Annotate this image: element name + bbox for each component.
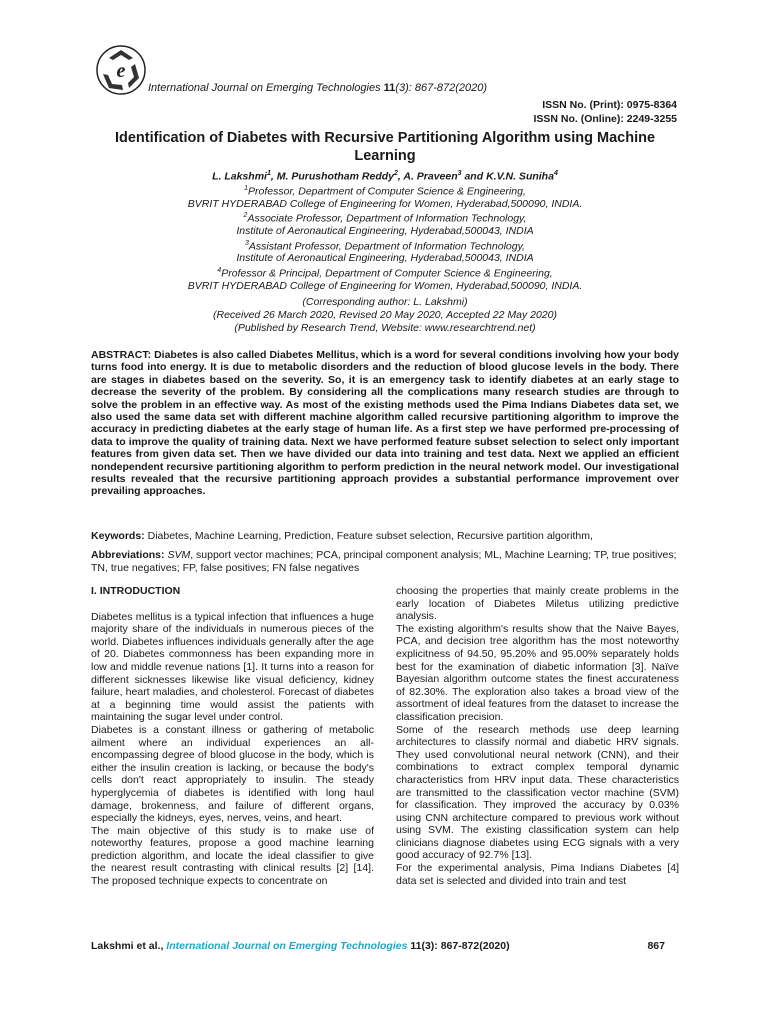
footer-issue: 11(3): 867-872(2020): [410, 940, 510, 952]
paragraph: For the experimental analysis, Pima Indians Diabetes [4] data set is selected and divided into train and test: [396, 862, 679, 887]
column-left: [91, 585, 374, 888]
affiliation-4: [90, 265, 680, 280]
keywords-label: Keywords:: [91, 530, 145, 542]
author-1-sup: 1: [266, 170, 271, 177]
author-3-sup: 3: [457, 170, 462, 177]
affiliation-sup: 1: [244, 184, 249, 192]
author-1: L. Lakshmi: [212, 170, 267, 183]
keywords: [91, 530, 679, 543]
author-4-sup: 4: [553, 170, 558, 177]
affiliation-role: Professor, Department of Computer Science & Engineering,: [248, 185, 526, 198]
affiliation-sup: 3: [245, 239, 249, 247]
affiliation-2-place: Institute of Aeronautical Engineering, Hyderabad,500043, INDIA: [236, 225, 534, 238]
affiliation-role: Associate Professor, Department of Information Technology,: [247, 212, 527, 225]
affiliation-sup: 4: [217, 266, 222, 274]
author-2: M. Purushotham Reddy: [276, 170, 394, 183]
journal-logo-icon: [95, 44, 147, 96]
abbreviations-text: , support vector machines; PCA, principal component analysis; ML, Machine Learning; TP, true positives; TN, true negatives; FP, false positives; FN false negatives: [91, 549, 677, 574]
abbreviations-svm: SVM: [167, 549, 191, 561]
paragraph: The existing algorithm's results show that the Naive Bayes, PCA, and decision tree algorithm has the most noteworthy explicitness of 94.50, 95.20% and 95.00% separately holds best for the examination of diabetic information [3]. Naïve Bayesian algorithm outcome states the finest accurateness of 82.30%. The exploration also takes a broad view of the assortment of ideal features from the dataset to increase the classification precision.: [396, 622, 679, 723]
abstract: ABSTRACT: Diabetes is also called Diabetes Mellitus, which is a word for several conditions involving how your body turns food into energy. It is due to metabolic disorders and the reduction of blood glucose levels in the body. There are stages in diabetes based on the severity. So, it is an emergency task to identify diabetes at an early stage to decrease the severity of the problem. By considering all the complications many research studies are through to solve the problem in an effective way. As most of the existing methods used the Pima Indians Diabetes data set, we also used the same data set with different machine algorithm called recursive partitioning algorithm to improve the accuracy in predicting diabetes at the early stage of human life. As a first step we have performed pre-processing of data to improve the quality of training data. Next we have performed feature subset selection to select only important features from given data set. Then we have divided our data into training and test data. Next we applied an efficient nondependent recursive partitioning algorithm to perform prediction in the neural network model. Our investigational results revealed that the recursive partitioning approach provides a substantial performance improvement over prevailing approaches.: [91, 349, 679, 498]
affiliation-role: Assistant Professor, Department of Information Technology,: [248, 240, 525, 253]
author-3: A. Praveen: [403, 170, 458, 183]
author-4: K.V.N. Suniha: [486, 170, 554, 183]
author-names: [90, 168, 680, 183]
section-heading-introduction: I. INTRODUCTION: [91, 585, 181, 597]
keywords-text: Diabetes, Machine Learning, Prediction, Feature subset selection, Recursive partition algorithm,: [144, 530, 593, 542]
author-2-sup: 2: [394, 170, 398, 177]
received-dates: (Received 26 March 2020, Revised 20 May 2020, Accepted 22 May 2020): [213, 309, 557, 321]
author-sep: ,: [397, 170, 401, 183]
journal-volume: 11: [383, 82, 396, 94]
affiliation-4-place: BVRIT HYDERABAD College of Engineering for Women, Hyderabad,500090, INDIA.: [187, 279, 583, 292]
svg-text:e: e: [116, 60, 126, 82]
author-and: and: [461, 170, 487, 183]
column-right: [396, 585, 679, 887]
affiliation-role: Professor & Principal, Department of Computer Science & Engineering,: [221, 267, 553, 280]
paragraph: Diabetes mellitus is a typical infection that influences a huge majority share of the individuals in numerous pieces of the world. Diabetes influences individuals generally after the age of 20. Diabetes commonness has been expanding more in low and middle revenue nations [1]. It turns into a reason for different sicknesses likewise like visual deficiency, kidney failure, heart maladies, and cholesterol. Forecast of diabetes at a beginning time would assist the patients with maintaining the sugar level under control.: [91, 610, 374, 724]
abbreviations: [91, 549, 679, 575]
footer-journal-link[interactable]: International Journal on Emerging Technologies: [166, 940, 408, 952]
author-sep: ,: [270, 170, 274, 183]
page-number: 867: [647, 940, 665, 952]
page-footer: [91, 940, 679, 952]
abbreviations-label: Abbreviations:: [91, 549, 165, 561]
paragraph: Some of the research methods use deep learning architectures to classify normal and diabetic HRV signals. They used convolutional neural network (CNN), and their combinations to extract complex temporal dynamic characteristics from HRV input data. These characteristics are transmitted to the classification vector machine (SVM) for classification. They improved the accuracy by 0.03% using CNN architecture compared to previous work without using SVM. The existing classification system can help clinicians diagnose diabetes using ECG signals with a very good accuracy of 92.7% [13].: [396, 723, 679, 862]
issn-print: ISSN No. (Print): 0975-8364: [542, 99, 677, 111]
affiliation-1-place: BVRIT HYDERABAD College of Engineering for Women, Hyderabad,500090, INDIA.: [187, 197, 583, 210]
journal-citation: [148, 82, 487, 94]
affiliation-3: [90, 238, 680, 253]
journal-name: International Journal on Emerging Technologies: [148, 82, 381, 94]
author-block: [90, 168, 680, 292]
affiliation-2: [90, 210, 680, 225]
footer-author: Lakshmi et al.,: [91, 940, 164, 952]
affiliation-1: [90, 183, 680, 198]
corresponding-author: (Corresponding author: L. Lakshmi): [302, 296, 468, 308]
affiliation-sup: 2: [243, 212, 248, 220]
journal-issue-pages: (3): 867-872(2020): [395, 82, 488, 94]
issn-online: ISSN No. (Online): 2249-3255: [533, 113, 677, 125]
paragraph: The main objective of this study is to make use of noteworthy features, propose a good machine learning prediction algorithm, and locate the ideal classifier to give the nearest result contrasting with clinical results [2] [14]. The proposed technique expects to concentrate on: [91, 824, 374, 888]
paragraph: choosing the properties that mainly create problems in the early location of Diabetes Miletus utilizing predictive analysis.: [396, 585, 679, 623]
paragraph: Diabetes is a constant illness or gathering of metabolic ailment where an individual experiences an all-encompassing degree of blood glucose in the body, which is either the insulin creation is lacking, or because the body's cells don't react appropriately to insulin. The steady hyperglycemia of diabetes is identified with long haul damage, brokenness, and failure of different organs, especially the kidneys, eyes, nerves, veins, and heart.: [91, 723, 374, 825]
paper-title: Identification of Diabetes with Recursive Partitioning Algorithm using Machine Learning: [114, 130, 656, 164]
affiliation-3-place: Institute of Aeronautical Engineering, Hyderabad,500043, INDIA: [236, 252, 534, 265]
publisher-info: (Published by Research Trend, Website: www.researchtrend.net): [234, 322, 536, 334]
publication-info: [90, 296, 680, 335]
